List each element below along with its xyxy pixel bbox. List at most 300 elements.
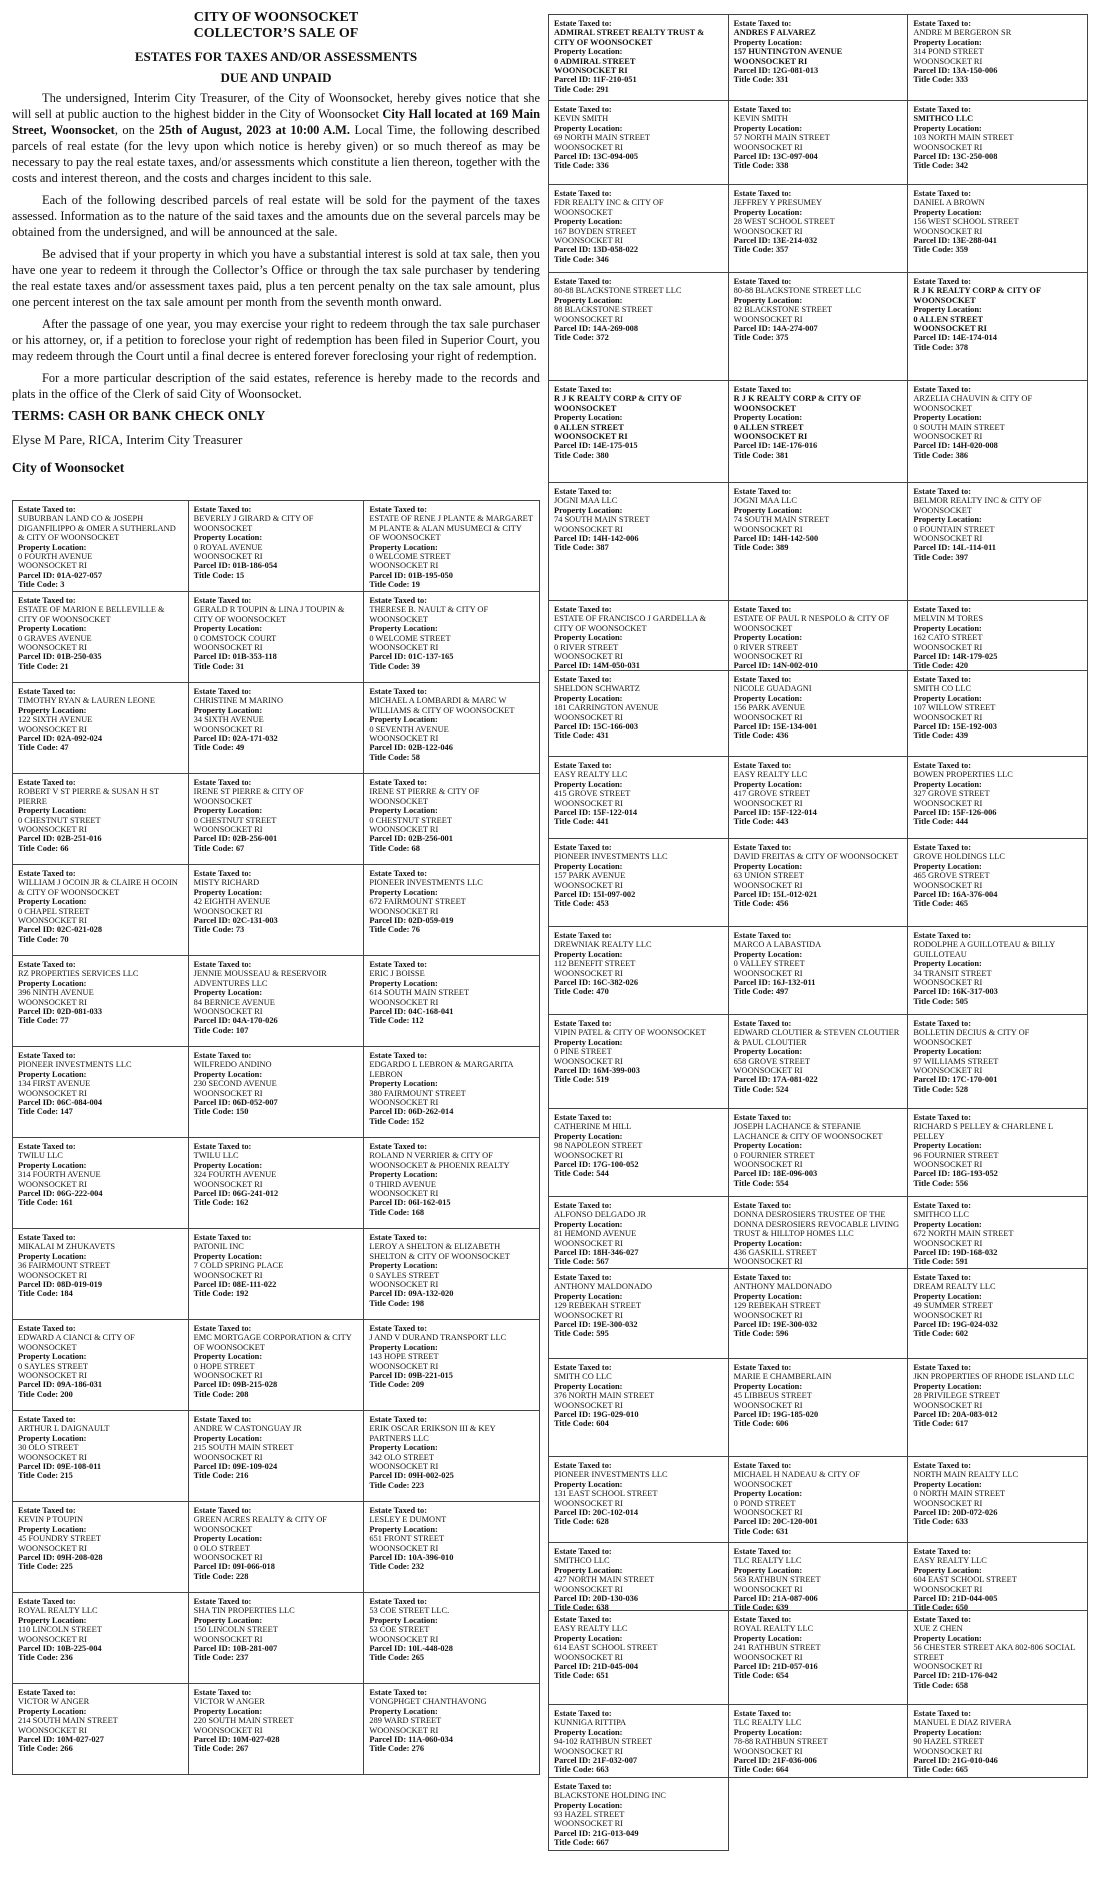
title-code-label: Title Code: xyxy=(18,1389,61,1399)
estate-taxed-label: Estate Taxed to: xyxy=(554,487,612,496)
estate-entry xyxy=(908,1543,1088,1611)
estate-owner: MISTY RICHARD xyxy=(193,878,260,888)
property-location: 156 WEST SCHOOL STREET xyxy=(913,217,1019,227)
parcel-id-value: 06G-222-004 xyxy=(56,1189,103,1199)
property-location-label: Property Location: xyxy=(913,413,982,423)
estate-owner: EMC MORTGAGE CORPORATION & CITY OF WOONSOCKET xyxy=(193,1333,352,1352)
property-location: 78-88 RATHBUN STREET xyxy=(733,1737,828,1747)
title-code xyxy=(913,1257,1082,1266)
parcel-id xyxy=(913,441,1082,450)
property-location: 88 BLACKSTONE STREET xyxy=(554,305,653,315)
estate-entry xyxy=(729,927,909,1015)
parcel-id-label: Parcel ID: xyxy=(733,1320,773,1330)
estate-taxed-label: Estate Taxed to: xyxy=(369,505,428,514)
estate-owner: PIONEER INVESTMENTS LLC xyxy=(18,1060,132,1070)
estate-owner: XUE Z CHEN xyxy=(913,1624,963,1634)
title-code xyxy=(18,844,183,853)
title-code xyxy=(734,987,903,996)
property-location: 69 NORTH MAIN STREET xyxy=(554,133,651,143)
title-code-label: Title Code: xyxy=(913,1084,956,1094)
property-location: 415 GROVE STREET xyxy=(554,789,631,799)
property-location: 28 PRIVILEGE STREET xyxy=(913,1391,1000,1401)
estate-entry xyxy=(189,1229,365,1320)
parcel-id-label: Parcel ID: xyxy=(18,1189,57,1199)
title-code xyxy=(554,1765,723,1774)
estate-entry xyxy=(189,865,365,956)
parcel-id-value: 13C-097-004 xyxy=(772,152,818,162)
property-city: WOONSOCKET RI xyxy=(18,561,87,571)
property-city: WOONSOCKET RI xyxy=(18,1179,87,1189)
estate-owner: ADMIRAL STREET REALTY TRUST & CITY OF WOONSOCKET xyxy=(554,28,705,47)
parcel-id xyxy=(734,808,903,817)
title-code-label: Title Code: xyxy=(193,661,236,671)
property-location-label: Property Location: xyxy=(733,1727,803,1737)
property-city: WOONSOCKET RI xyxy=(554,1150,623,1160)
parcel-id-value: 01B-353-118 xyxy=(232,652,277,662)
parcel-id xyxy=(369,1471,534,1480)
notice-paragraph-3: Be advised that if your property in which you have a substantial interest is sold at tax sale, then you have one year to redeem it through the Collector’s Office or through the tax sale purchaser by tendering the real estate taxes and/or assessment taxes paid, plus a ten percent penalty on the tax sale amount, plus one percent interest on the tax sale amount per month from the seventh month onward. xyxy=(12,247,540,309)
property-city: WOONSOCKET RI xyxy=(369,1361,439,1371)
estate-entry xyxy=(549,839,729,927)
property-city: WOONSOCKET RI xyxy=(18,1634,87,1644)
parcel-id-value: 20D-072-026 xyxy=(952,1508,998,1518)
title-code xyxy=(913,553,1082,562)
parcel-id-value: 02B-122-046 xyxy=(408,743,453,753)
parcel-id xyxy=(554,324,723,333)
parcel-id-label: Parcel ID: xyxy=(913,66,953,76)
estate-taxed-label: Estate Taxed to: xyxy=(913,19,972,28)
estate-taxed-label: Estate Taxed to: xyxy=(913,1709,972,1718)
title-code-value: 198 xyxy=(411,1298,425,1308)
estate-owner: DREAM REALTY LLC xyxy=(913,1282,996,1292)
property-location-label: Property Location: xyxy=(18,542,87,552)
estate-owner: RICHARD S PELLEY & CHARLENE L PELLEY xyxy=(913,1122,1053,1141)
property-location-label: Property Location: xyxy=(554,1479,623,1489)
property-location: 0 SAYLES STREET xyxy=(369,1270,440,1280)
parcel-id-value: 21D-044-005 xyxy=(952,1594,998,1604)
title-code-label: Title Code: xyxy=(733,161,776,171)
estate-entry xyxy=(729,1359,909,1457)
property-location-label: Property Location: xyxy=(193,1352,263,1362)
parcel-id-label: Parcel ID: xyxy=(18,925,57,935)
parcel-id xyxy=(194,1189,359,1198)
estate-taxed-label: Estate Taxed to: xyxy=(18,960,76,969)
property-city: WOONSOCKET RI xyxy=(193,1634,263,1644)
parcel-id xyxy=(194,916,359,925)
estate-taxed-label: Estate Taxed to: xyxy=(554,605,612,614)
parcel-id xyxy=(734,534,903,543)
title-code-label: Title Code: xyxy=(193,925,236,935)
parcel-id-value: 15F-126-006 xyxy=(952,808,997,818)
title-code xyxy=(913,1179,1082,1188)
estate-owner: MANUEL E DIAZ RIVERA xyxy=(913,1718,1012,1728)
estate-entry xyxy=(13,501,189,592)
estate-taxed-label: Estate Taxed to: xyxy=(193,1051,252,1060)
parcel-id-value: 09B-215-028 xyxy=(232,1380,278,1390)
property-location: 0 VALLEY STREET xyxy=(733,959,805,969)
estate-owner: JENNIE MOUSSEAU & RESERVOIR ADVENTURES LLC xyxy=(193,969,327,988)
parcel-id-label: Parcel ID: xyxy=(18,734,57,744)
property-location: 45 FOUNDRY STREET xyxy=(18,1534,101,1544)
property-location: 0 SOUTH MAIN STREET xyxy=(913,422,1005,432)
parcel-id-value: 06C-084-004 xyxy=(56,1098,103,1108)
parcel-id-value: 21F-036-006 xyxy=(772,1756,817,1766)
property-location-label: Property Location: xyxy=(193,1160,263,1170)
title-code xyxy=(194,1026,359,1035)
title-code-value: 237 xyxy=(235,1653,249,1663)
property-city: WOONSOCKET RI xyxy=(913,1238,983,1248)
parcel-id-value: 10B-281-007 xyxy=(232,1644,278,1654)
title-code xyxy=(369,844,534,853)
estate-owner: ROLAND N VERRIER & CITY OF WOONSOCKET & PHOENIX REALTY xyxy=(369,1151,510,1170)
estate-owner: PATONIL INC xyxy=(193,1242,244,1252)
estate-owner: ANDRE W CASTONGUAY JR xyxy=(193,1424,302,1434)
parcel-id xyxy=(913,333,1082,342)
title-code-value: 650 xyxy=(955,1603,969,1611)
property-city: WOONSOCKET RI xyxy=(733,142,803,152)
parcel-id-value: 13C-094-005 xyxy=(592,152,639,162)
estate-owner: ANTHONY MALDONADO xyxy=(733,1282,832,1292)
property-city: WOONSOCKET RI xyxy=(554,1746,623,1756)
parcel-id-label: Parcel ID: xyxy=(18,1644,57,1654)
property-city: WOONSOCKET RI xyxy=(913,978,983,988)
estate-taxed-label: Estate Taxed to: xyxy=(733,1709,792,1718)
estate-entry xyxy=(549,1269,729,1359)
estate-owner: SHA TIN PROPERTIES LLC xyxy=(193,1606,295,1616)
title-code-label: Title Code: xyxy=(18,743,61,753)
parcel-id-label: Parcel ID: xyxy=(733,1169,773,1179)
parcel-id-label: Parcel ID: xyxy=(369,916,409,926)
estate-entry xyxy=(189,774,365,865)
property-location: 0 SEVENTH AVENUE xyxy=(369,724,449,734)
title-code-label: Title Code: xyxy=(369,661,412,671)
title-code-value: 505 xyxy=(955,996,969,1006)
estate-taxed-label: Estate Taxed to: xyxy=(913,761,972,770)
parcel-id-label: Parcel ID: xyxy=(193,561,233,571)
property-location: 131 EAST SCHOOL STREET xyxy=(554,1489,658,1499)
estate-owner: VICTOR W ANGER xyxy=(18,1697,90,1707)
title-code-label: Title Code: xyxy=(369,1116,412,1126)
parcel-id-value: 13A-150-006 xyxy=(952,66,998,76)
estate-entry xyxy=(549,927,729,1015)
estate-entry xyxy=(549,757,729,839)
estate-taxed-label: Estate Taxed to: xyxy=(554,1781,612,1791)
title-code-value: 387 xyxy=(596,543,609,553)
parcel-id xyxy=(18,1380,183,1389)
parcel-id-value: 15L-012-021 xyxy=(772,890,818,900)
estate-owner: ARZELIA CHAUVIN & CITY OF WOONSOCKET xyxy=(913,394,1033,413)
estate-entry xyxy=(729,1611,909,1705)
estate-taxed-label: Estate Taxed to: xyxy=(369,1597,428,1606)
title-code xyxy=(194,1198,359,1207)
property-location-label: Property Location: xyxy=(733,861,803,871)
parcel-id-value: 14A-269-008 xyxy=(592,324,639,334)
property-city: WOONSOCKET RI xyxy=(554,314,623,324)
parcel-id-label: Parcel ID: xyxy=(913,333,953,343)
title-code-value: 554 xyxy=(775,1178,789,1188)
property-location-label: Property Location: xyxy=(193,705,263,715)
property-city: WOONSOCKET RI xyxy=(733,798,803,808)
title-code-value: 453 xyxy=(596,899,609,909)
parcel-id xyxy=(369,1553,534,1562)
estate-owner: R J K REALTY CORP & CITY OF WOONSOCKET xyxy=(554,394,682,413)
title-code-label: Title Code: xyxy=(369,843,412,853)
estate-taxed-label: Estate Taxed to: xyxy=(18,1233,76,1242)
title-code-value: 602 xyxy=(955,1329,969,1339)
parcel-id xyxy=(734,890,903,899)
parcel-id xyxy=(554,1594,723,1603)
title-code-label: Title Code: xyxy=(554,1419,597,1429)
property-city: WOONSOCKET RI xyxy=(913,880,983,890)
estate-taxed-label: Estate Taxed to: xyxy=(193,1506,252,1515)
estate-taxed-label: Estate Taxed to: xyxy=(733,105,792,114)
estate-owner: GROVE HOLDINGS LLC xyxy=(913,852,1005,862)
estate-entry xyxy=(549,1778,729,1851)
parcel-id xyxy=(913,1594,1082,1603)
title-code-label: Title Code: xyxy=(913,161,956,171)
estate-entry xyxy=(908,273,1088,381)
property-city: WOONSOCKET RI xyxy=(733,1257,803,1267)
property-location-label: Property Location: xyxy=(18,1352,87,1362)
property-location: 0 ALLEN STREET xyxy=(913,314,984,324)
title-code-value: 76 xyxy=(411,925,420,935)
property-city: WOONSOCKET RI xyxy=(913,1310,983,1320)
title-code-label: Title Code: xyxy=(18,580,61,590)
title-code xyxy=(18,1653,183,1662)
property-location-label: Property Location: xyxy=(369,1443,438,1453)
estate-entry xyxy=(908,839,1088,927)
property-city: WOONSOCKET RI xyxy=(733,880,803,890)
property-location: 0 POND STREET xyxy=(733,1498,796,1508)
title-code-value: 49 xyxy=(235,743,245,753)
parcel-id-value: 21G-010-046 xyxy=(952,1756,998,1766)
parcel-id-value: 15F-122-014 xyxy=(592,808,638,818)
parcel-id-label: Parcel ID: xyxy=(913,890,953,900)
property-location-label: Property Location: xyxy=(369,624,438,634)
parcel-id-value: 09B-221-015 xyxy=(408,1371,453,1381)
estate-entry xyxy=(364,501,540,592)
title-code-value: 544 xyxy=(596,1169,609,1179)
title-code xyxy=(369,1653,534,1662)
title-code xyxy=(194,1471,359,1480)
parcel-id-label: Parcel ID: xyxy=(733,1662,773,1672)
estate-entry xyxy=(729,1015,909,1109)
property-location: 90 HAZEL STREET xyxy=(913,1737,984,1747)
estate-taxed-label: Estate Taxed to: xyxy=(18,1142,76,1151)
title-code-value: 39 xyxy=(411,661,420,671)
property-location: 0 OLO STREET xyxy=(193,1543,250,1553)
parcel-id-value: 10A-396-010 xyxy=(408,1553,454,1563)
parcel-id-value: 15C-166-003 xyxy=(592,722,639,732)
title-code-value: 372 xyxy=(596,333,609,343)
left-column xyxy=(12,10,540,1775)
notice-paragraph-1: The undersigned, Interim City Treasurer, of the City of Woonsocket, hereby gives notice that she will sell at public auction to the highest bidder in the City of Woonsocket City Hall located at 169 Main Street, Woonsocket, on the 25th of August, 2023 at 10:00 A.M. Local Time, the following described parcels of real estate (for the levy upon which notice is hereby given) or so much thereof as may be necessary to pay the real estate taxes, and/or assessments which constitute a lien thereon, together with the costs and interest thereon, and the costs and charges incident to this sale. xyxy=(12,91,540,185)
property-location: 49 SUMMER STREET xyxy=(913,1301,993,1311)
property-location: 143 HOPE STREET xyxy=(369,1352,439,1362)
estate-entry xyxy=(908,1457,1088,1543)
property-location-label: Property Location: xyxy=(554,1219,623,1229)
parcel-id-value: 16M-399-003 xyxy=(592,1066,640,1076)
property-city: WOONSOCKET RI xyxy=(18,1088,87,1098)
property-city: WOONSOCKET RI xyxy=(554,524,623,534)
estate-taxed-label: Estate Taxed to: xyxy=(913,1363,972,1372)
estate-entry xyxy=(364,1411,540,1502)
title-code-label: Title Code: xyxy=(369,580,412,590)
parcel-id xyxy=(18,734,183,743)
parcel-id xyxy=(913,890,1082,899)
property-location: 42 EIGHTH AVENUE xyxy=(193,897,271,907)
property-location: 0 WELCOME STREET xyxy=(369,552,451,562)
title-code-label: Title Code: xyxy=(913,1765,956,1775)
parcel-id xyxy=(369,743,534,752)
estate-owner: SHELDON SCHWARTZ xyxy=(554,684,640,694)
estate-owner: ARTHUR L DAIGNAULT xyxy=(18,1424,110,1434)
property-location: 36 FAIRMOUNT STREET xyxy=(18,1261,111,1271)
property-location-label: Property Location: xyxy=(18,897,87,907)
title-code xyxy=(913,1603,1082,1611)
property-location: 436 GASKILL STREET xyxy=(733,1248,817,1258)
property-city: WOONSOCKET RI xyxy=(913,1584,983,1594)
property-city: WOONSOCKET RI xyxy=(913,534,983,544)
title-code-label: Title Code: xyxy=(733,899,776,909)
property-location: 0 RIVER STREET xyxy=(733,642,798,652)
property-location: 93 HAZEL STREET xyxy=(554,1810,625,1820)
property-location: 324 FOURTH AVENUE xyxy=(193,1170,277,1180)
estate-taxed-label: Estate Taxed to: xyxy=(554,1709,612,1718)
property-city: WOONSOCKET RI xyxy=(913,56,983,66)
parcel-id xyxy=(734,722,903,731)
estate-owner: SMITHCO LLC xyxy=(554,1556,610,1566)
title-code-value: 528 xyxy=(955,1084,969,1094)
title-code xyxy=(18,1198,183,1207)
title-code-value: 441 xyxy=(596,817,609,827)
title-code xyxy=(734,1329,903,1338)
property-city: WOONSOCKET RI xyxy=(193,552,263,562)
property-location: 0 RIVER STREET xyxy=(554,642,619,652)
parcel-id-value: 14H-020-008 xyxy=(952,441,998,451)
title-code-value: 465 xyxy=(955,899,969,909)
estate-entry xyxy=(364,774,540,865)
title-code xyxy=(554,161,723,170)
parcel-id-value: 16C-382-026 xyxy=(592,978,639,988)
parcel-id-label: Parcel ID: xyxy=(554,1248,593,1258)
estate-entry xyxy=(189,683,365,774)
estate-taxed-label: Estate Taxed to: xyxy=(554,1547,612,1556)
title-code-label: Title Code: xyxy=(554,987,597,997)
estate-taxed-label: Estate Taxed to: xyxy=(18,1051,76,1060)
title-code-value: 628 xyxy=(596,1517,609,1527)
parcel-id-label: Parcel ID: xyxy=(369,743,409,753)
parcel-id-value: 17C-170-001 xyxy=(952,1075,998,1085)
title-code-value: 192 xyxy=(235,1289,249,1299)
title-code xyxy=(369,753,534,762)
parcel-id xyxy=(913,66,1082,75)
estate-taxed-label: Estate Taxed to: xyxy=(193,1324,252,1333)
property-city: WOONSOCKET RI xyxy=(193,825,263,835)
parcel-id xyxy=(194,734,359,743)
estate-entry xyxy=(729,1269,909,1359)
estate-owner: PIONEER INVESTMENTS LLC xyxy=(554,852,668,862)
estate-taxed-label: Estate Taxed to: xyxy=(369,1051,428,1060)
parcel-id-label: Parcel ID: xyxy=(733,890,773,900)
title-code-label: Title Code: xyxy=(554,161,597,171)
estate-taxed-label: Estate Taxed to: xyxy=(733,189,792,198)
title-code-value: 375 xyxy=(775,333,789,343)
estate-owner: KEVIN SMITH xyxy=(733,114,788,124)
estate-entry xyxy=(364,1502,540,1593)
title-code-label: Title Code: xyxy=(18,843,61,853)
property-location: 0 THIRD AVENUE xyxy=(369,1179,437,1189)
title-code-value: 420 xyxy=(955,661,969,671)
parcel-id-value: 06D-052-007 xyxy=(232,1098,278,1108)
parcel-id-label: Parcel ID: xyxy=(18,834,57,844)
title-code xyxy=(734,1085,903,1094)
title-code-label: Title Code: xyxy=(18,1016,61,1026)
title-code-label: Title Code: xyxy=(554,1329,597,1339)
estate-owner: MIKALAI M ZHUKAVETS xyxy=(18,1242,116,1252)
parcel-id-label: Parcel ID: xyxy=(913,1320,953,1330)
property-location: 129 REBEKAH STREET xyxy=(733,1301,821,1311)
parcel-id xyxy=(734,66,903,75)
title-code-value: 161 xyxy=(60,1198,73,1208)
parcel-id-value: 21D-176-042 xyxy=(952,1671,998,1681)
property-location: 0 ROYAL AVENUE xyxy=(193,542,263,552)
parcel-id xyxy=(554,890,723,899)
parcel-id-label: Parcel ID: xyxy=(554,661,593,671)
estate-entry xyxy=(908,1197,1088,1269)
property-city: WOONSOCKET RI xyxy=(733,432,808,442)
estate-owner: EASY REALTY LLC xyxy=(554,1624,628,1634)
parcel-id-label: Parcel ID: xyxy=(554,1662,593,1672)
estate-taxed-label: Estate Taxed to: xyxy=(913,1201,972,1210)
parcel-id-label: Parcel ID: xyxy=(733,66,773,76)
parcel-id-value: 01B-250-035 xyxy=(56,652,102,662)
parcel-id xyxy=(913,1169,1082,1178)
property-city: WOONSOCKET RI xyxy=(18,643,87,653)
title-code xyxy=(554,1169,723,1178)
parcel-id-label: Parcel ID: xyxy=(733,441,773,451)
title-code-label: Title Code: xyxy=(913,1603,956,1611)
property-location-label: Property Location: xyxy=(733,779,803,789)
title-code-label: Title Code: xyxy=(369,1380,412,1390)
title-code xyxy=(913,1517,1082,1526)
parcel-id-value: 10M-027-028 xyxy=(232,1735,280,1745)
parcel-id xyxy=(369,1289,534,1298)
estate-owner: JOGNI MAA LLC xyxy=(554,496,618,506)
property-location-label: Property Location: xyxy=(733,505,803,515)
title-code xyxy=(734,731,903,740)
estate-owner: MELVIN M TORES xyxy=(913,614,983,624)
parcel-id-label: Parcel ID: xyxy=(369,1289,409,1299)
parcel-id xyxy=(734,1075,903,1084)
estate-owner: 80-88 BLACKSTONE STREET LLC xyxy=(554,286,682,296)
property-city: WOONSOCKET RI xyxy=(554,798,623,808)
property-location: 74 SOUTH MAIN STREET xyxy=(733,515,830,525)
estate-entry xyxy=(13,1047,189,1138)
title-code-label: Title Code: xyxy=(733,731,776,741)
title-code xyxy=(913,1085,1082,1094)
title-code-value: 215 xyxy=(60,1471,73,1481)
estate-owner: J AND V DURAND TRANSPORT LLC xyxy=(369,1333,507,1343)
property-location-label: Property Location: xyxy=(733,1565,803,1575)
estate-taxed-label: Estate Taxed to: xyxy=(554,189,612,198)
title-code-value: 633 xyxy=(955,1517,969,1527)
property-location: 651 FRONT STREET xyxy=(369,1534,445,1544)
estate-entry xyxy=(908,1359,1088,1457)
title-code xyxy=(734,245,903,254)
parcel-id-value: 15E-192-003 xyxy=(952,722,997,732)
title-code xyxy=(554,987,723,996)
